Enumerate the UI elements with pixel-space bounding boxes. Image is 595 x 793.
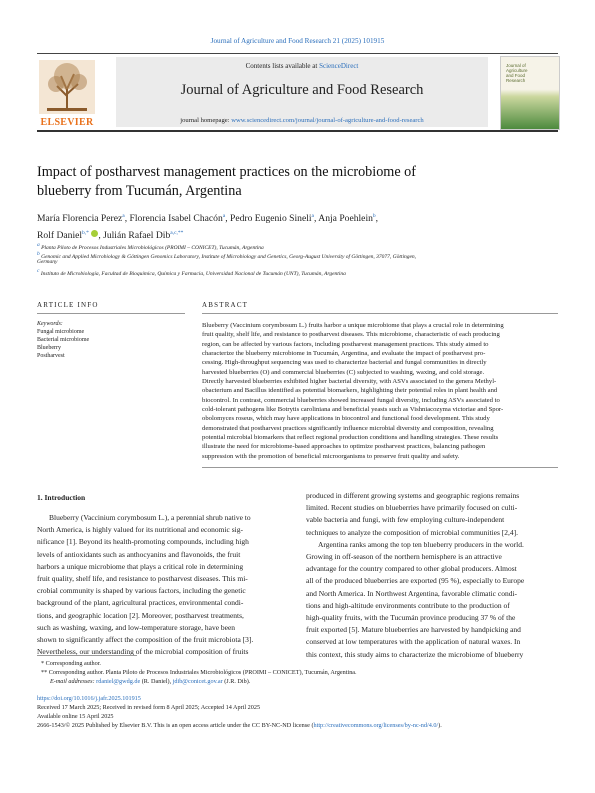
affiliation: [37, 268, 497, 278]
email-addresses: [50, 678, 250, 685]
abstract-line: potential microbial biomarkers that reflect regional production conditions and handling strategies. These results: [202, 434, 499, 442]
body-line: advantage for the country compared to other global producers. Almost: [306, 564, 517, 574]
abstract-line: biocontrol. In contrast, commercial blueberries showed increased fungal diversity, including ASVs associated to: [202, 396, 500, 404]
abstract-line: illustrate the need for microbiome-based approaches to optimize postharvest practices, balancing pathogen: [202, 443, 486, 451]
header-rule: [37, 53, 558, 54]
abstract-line: region, can be affected by various factors, including postharvest management practices. This study aimed to: [202, 340, 489, 348]
email-owner: (R. Daniel),: [141, 678, 172, 685]
body-line: Growing in off-season of the northern hemisphere is an attractive: [306, 552, 502, 562]
abstract-heading: ABSTRACT: [202, 301, 249, 309]
cover-title: [506, 63, 528, 83]
cover-line: Research: [506, 78, 526, 83]
title-line: Impact of postharvest management practices on the microbiome of: [37, 164, 416, 180]
affil-text: Instituto de Microbiología, Facultad de Bioquímica, Química y Farmacia, Universidad Nacional de Tucumán (UNT), Tucumán, Argentina: [40, 270, 346, 277]
author-affil-sup[interactable]: a,c,**: [170, 230, 184, 237]
body-line: limited. Recent studies on blueberries have primarily focused on culti-: [306, 503, 518, 513]
author-name[interactable]: Julián Rafael Dib: [103, 230, 171, 242]
body-line: tions and high-altitude environments contribute to the production of: [306, 600, 510, 610]
email-link[interactable]: jdib@conicet.gov.ar: [172, 678, 223, 685]
license-link[interactable]: http://creativecommons.org/licenses/by-nc-nd/4.0/: [313, 722, 439, 729]
body-line: tions, and geographic location [2]. Moreover, postharvest treatments,: [37, 610, 244, 620]
abstract-line: demonstrated that postharvest practices significantly influence microbial diversity and composition, revealing: [202, 424, 494, 432]
body-line: Blueberry (Vaccinium corymbosum L.), a perennial shrub native to: [49, 513, 251, 522]
footnote-rule: [37, 655, 137, 656]
body-line: produced in different growing systems and geographic regions remains: [306, 491, 520, 500]
body-line: nificance [1]. Beyond its health-promoting compounds, including high: [37, 537, 249, 547]
abstract-line: obolomyces roseus, which may have applications in biocontrol and functional food development. This study: [202, 415, 490, 423]
cover-line: Agriculture: [506, 68, 528, 73]
abstract-line: obacterium and Bacillus identified as potential biomarkers, highlighting their potential roles in plant health and: [202, 387, 498, 395]
body-line: techniques to analyze the composition of microbial communities [2,4].: [306, 527, 519, 537]
license-suffix: ).: [438, 722, 442, 729]
corresponding-author-note: * Corresponding author.: [41, 660, 101, 667]
body-line: this context, this study aims to characterize the microbiome of blueberry: [306, 649, 524, 659]
email-link[interactable]: rdaniel@gwdg.de: [96, 678, 141, 685]
abstract-line: cessing. High-throughput sequencing was used to characterize bacterial and fungal communities in directly: [202, 359, 487, 367]
license-text: 2666-1543/© 2025 Published by Elsevier B.V. This is an open access article under the CC BY-NC-ND license (: [37, 722, 314, 729]
body-line: all of the produced blueberries are exported (95 %), especially to Europe: [306, 576, 525, 586]
affil-sup: c: [37, 268, 40, 274]
abstract-line: Directly harvested blueberries exhibited higher bacterial diversity, with ASVs associated to the genera Methyl-: [202, 378, 497, 386]
author-affil-sup[interactable]: a: [311, 213, 314, 219]
intro-right-column: [306, 490, 558, 661]
keyword: Postharvest: [37, 353, 65, 359]
title-line: blueberry from Tucumán, Argentina: [37, 183, 242, 199]
body-line: such as washing, waxing, and low-temperature storage, have been: [37, 622, 236, 632]
body-line: conserved at low temperatures with the application of natural waxes. In: [306, 637, 521, 647]
abstract-rule: [202, 313, 558, 314]
keyword: Bacterial microbiome: [37, 337, 90, 343]
journal-title: Journal of Agriculture and Food Research: [180, 82, 424, 98]
body-line: Nevertheless, our understanding of the microbial composition of fruits: [37, 647, 249, 657]
header-thick-rule: [37, 130, 558, 132]
body-line: shown to significantly affect the composition of the fruit microbiota [3].: [37, 635, 254, 645]
author-name[interactable]: María Florencia Perez: [37, 213, 123, 225]
corresponding-author-note: ** Corresponding author. Planta Piloto de Procesos Industriales Microbiológicos (PROIMI – CONICET), Tucumán, Argentina.: [41, 669, 357, 676]
body-line: and North America. In Northwest Argentina, favorable climatic condi-: [306, 588, 518, 598]
orcid-icon[interactable]: [91, 230, 98, 237]
journal-reference-link[interactable]: Journal of Agriculture and Food Research 21 (2025) 101915: [210, 37, 385, 45]
abstract-line: harvested blueberries (O) and commercial blueberries (C) subjected to washing, waxing, and cold storage.: [202, 368, 485, 376]
homepage-prefix: journal homepage:: [180, 117, 230, 124]
affil-text: Genomic and Applied Microbiology & Göttingen Genomics Laboratory, Institute of Microbiology and Genetics, Georg-August University of Göttingen, 37077, Göttingen,: [41, 253, 417, 260]
cover-line: and Food: [506, 73, 526, 78]
affiliation: [37, 259, 497, 266]
body-line: fruit exported [5]. Mature blueberries are harvested by handpicking and: [306, 625, 521, 635]
section-heading-introduction: 1. Introduction: [37, 493, 86, 502]
author-affil-sup[interactable]: b,*: [82, 230, 89, 237]
abstract-body: [202, 321, 558, 461]
body-line: harbors a unique microbiome that plays a critical role in determining: [37, 561, 244, 571]
abstract-line: characterize the blueberry microbiome in Tucumán, Argentina, and evaluate the impact of postharvest pro-: [202, 350, 486, 358]
author-name[interactable]: Florencia Isabel Chacón: [129, 213, 223, 225]
received-dates: Received 17 March 2025; Received in revised form 8 April 2025; Accepted 14 April 2025: [37, 704, 261, 711]
author-list: María Florencia Perez$^a$, Florencia Isabel Chacón$^a$, Pedro Eugenio Sineli$^a$, Anja Poehlein$^b$, Rolf Daniel$^{b,*}$ , Julián Rafael Dib$^{a,c,**}$: [37, 213, 379, 242]
affil-text: Germany: [37, 259, 58, 265]
keyword: Fungal microbiome: [37, 329, 85, 335]
body-line: background of the plant, agricultural practices, environmental condi-: [37, 598, 244, 608]
affil-sup: b: [37, 251, 40, 257]
author-affil-sup[interactable]: b: [372, 213, 376, 219]
author-name[interactable]: Anja Poehlein: [318, 213, 373, 225]
abstract-line: Blueberry (Vaccinium corymbosum L.) fruits harbor a unique microbiome that plays a crucial role in determining: [202, 322, 504, 329]
author-affil-sup[interactable]: a: [122, 213, 125, 219]
email-owner: (J.R. Dib).: [224, 678, 251, 685]
available-online: Available online 15 April 2025: [37, 713, 114, 720]
affil-text: Planta Piloto de Procesos Industriales Microbiológicos (PROIMI – CONICET), Tucumán, Argentina: [41, 244, 264, 251]
author-name[interactable]: Pedro Eugenio Sineli: [230, 213, 312, 225]
affil-sup: a: [37, 242, 40, 248]
body-line: North America, is highly valued for its nutritional and economic sig-: [37, 525, 243, 535]
abstract-line: suppression with the promotion of beneficial microorganisms to preserve fruit quality and safety.: [202, 452, 460, 460]
article-info-heading: ARTICLE INFO: [37, 301, 99, 309]
abstract-line: cold-tolerant pathogens like Botrytis caroliniana and beneficial yeasts such as Vishniacozyma victoriae and Spor-: [202, 406, 504, 414]
article-info-rule: [37, 313, 185, 314]
intro-left-column: [37, 512, 289, 658]
cover-line: Journal of: [506, 63, 526, 68]
email-label: E-mail addresses:: [50, 678, 95, 685]
sciencedirect-link[interactable]: ScienceDirect: [319, 62, 359, 70]
body-line: crobial community is shaped by various factors, including the genetic: [37, 586, 246, 596]
homepage-link[interactable]: www.sciencedirect.com/journal/journal-of-agriculture-and-food-research: [231, 117, 424, 124]
publisher-name: ELSEVIER: [40, 117, 94, 128]
keyword: Blueberry: [37, 345, 61, 351]
journal-cover-thumbnail[interactable]: [500, 56, 560, 130]
author-name[interactable]: Rolf Daniel: [37, 230, 83, 242]
body-line: high-quality fruits, with the Tucumán province producing 37 % of the: [306, 613, 516, 623]
author-affil-sup[interactable]: a: [222, 213, 226, 219]
keywords-label: Keywords:: [37, 321, 63, 327]
contents-prefix: Contents lists available at: [245, 62, 318, 70]
journal-homepage: [116, 117, 488, 124]
license-line: [37, 722, 442, 729]
body-line: Argentina ranks among the top ten blueberry producers in the world.: [318, 539, 524, 549]
abstract-bottom-rule: [202, 467, 558, 468]
article-title: [37, 163, 457, 201]
body-line: levels of antioxidants such as anthocyanins and flavonoids, the fruit: [37, 549, 241, 559]
body-line: fruit quality, shelf life, and resistance to postharvest diseases. This mi-: [37, 574, 248, 584]
abstract-line: fruit quality, shelf life, and resistance to postharvest diseases. This microbiome, characteristic of each producing: [202, 331, 500, 339]
body-line: vable bacteria and fungi, with few employing culture-independent: [306, 515, 505, 525]
doi-link[interactable]: https://doi.org/10.1016/j.jafr.2025.101915: [37, 695, 141, 702]
elsevier-tree-icon: [37, 58, 97, 116]
contents-line: [116, 62, 488, 70]
